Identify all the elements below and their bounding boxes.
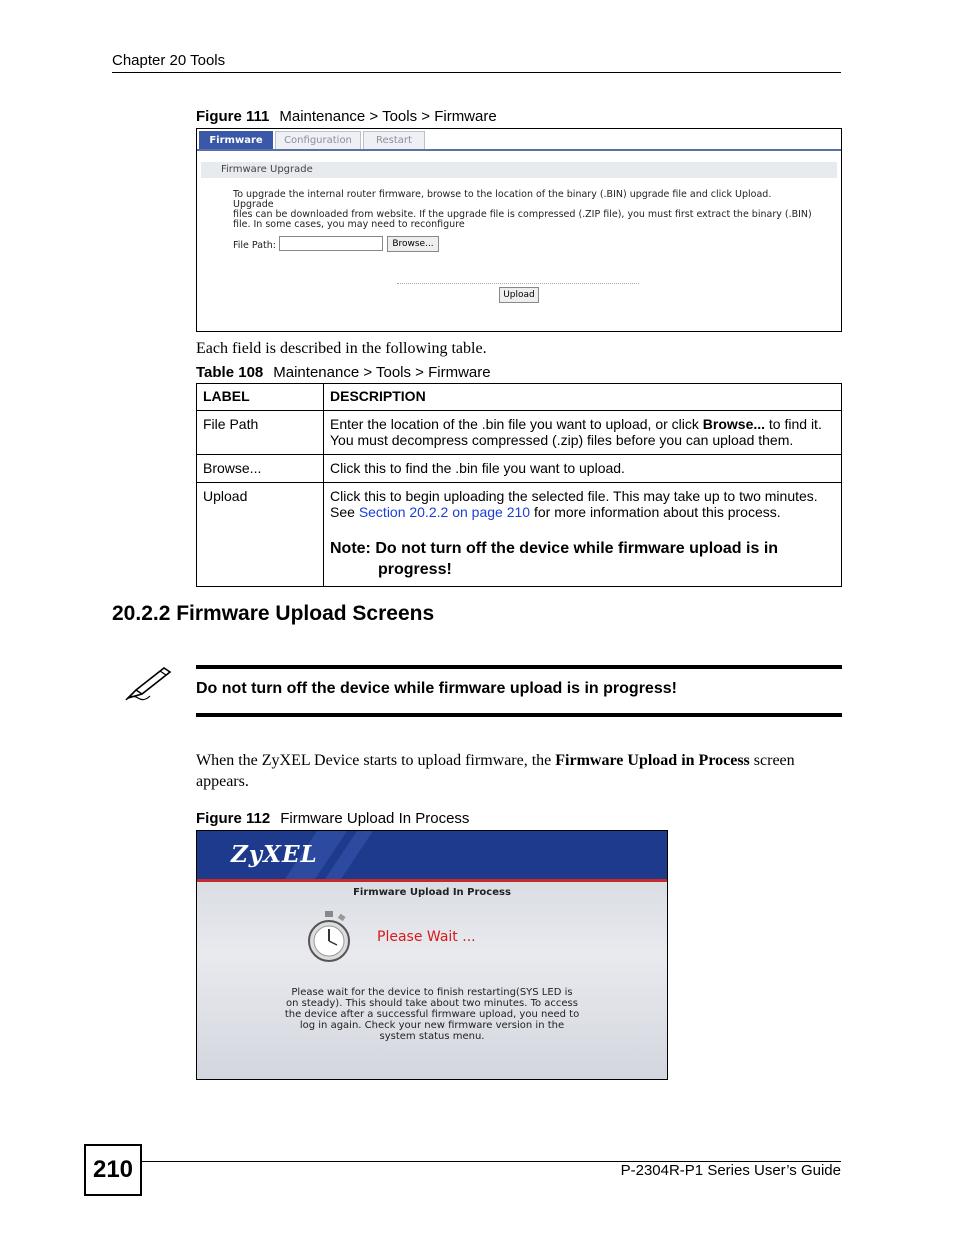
field-description-table <box>196 383 842 587</box>
note-line: progress! <box>378 561 452 578</box>
para-text: screen appears. <box>196 752 795 790</box>
intro-text: Each field is described in the following table. <box>196 340 487 357</box>
desc-text: See <box>330 504 359 520</box>
note <box>330 538 835 580</box>
tab-bar <box>197 129 841 151</box>
wait-message <box>277 987 587 1042</box>
table-row <box>197 455 842 483</box>
figure-111-caption <box>196 108 497 125</box>
row-label: Browse... <box>197 455 324 483</box>
zyxel-logo: ZyXEL <box>231 841 318 868</box>
zyxel-banner <box>197 831 667 882</box>
desc-text: Enter the location of the .bin file you want to upload, or click <box>330 416 703 432</box>
section-heading: 20.2.2 Firmware Upload Screens <box>112 602 435 625</box>
table-title: Maintenance > Tools > Firmware <box>273 364 491 381</box>
desc-bold: Browse... <box>702 416 766 432</box>
desc-text: for more information about this process. <box>530 504 781 520</box>
figure-112-caption <box>196 810 469 827</box>
msg-line: log in again. Check your new firmware version in the <box>299 1020 565 1031</box>
row-description: Click this to find the .bin file you want to upload. <box>324 455 842 483</box>
file-path-input[interactable] <box>279 236 383 251</box>
row-description <box>324 483 842 587</box>
firmware-screenshot <box>196 128 842 332</box>
note-line: Note: Do not turn off the device while firmware upload is in <box>330 540 779 557</box>
section-link[interactable]: Section 20.2.2 on page 210 <box>358 504 531 520</box>
tab-configuration[interactable]: Configuration <box>275 131 361 149</box>
msg-line: system status menu. <box>379 1031 485 1042</box>
desc-line: files can be downloaded from website. If the upgrade file is compressed (.ZIP file), you must first extract the binary (.BIN) <box>233 209 812 220</box>
section-title: Firmware Upgrade <box>201 162 837 178</box>
tab-firmware[interactable]: Firmware <box>199 131 273 149</box>
body-paragraph <box>196 750 842 792</box>
warning-text: Do not turn off the device while firmware upload is in progress! <box>196 680 677 697</box>
figure-title: Firmware Upload In Process <box>280 810 470 827</box>
desc-line: To upgrade the internal router firmware, browse to the location of the binary (.BIN) upgrade file and click Upload. Upgrade <box>233 189 772 210</box>
column-header-label: LABEL <box>197 384 324 411</box>
screen-title: Firmware Upload In Process <box>353 887 511 898</box>
table-label: Table 108 <box>196 364 264 381</box>
divider <box>397 283 639 284</box>
page-number: 210 <box>84 1144 142 1196</box>
figure-label: Figure 112 <box>196 810 271 827</box>
upload-button[interactable]: Upload <box>499 287 539 303</box>
stopwatch-icon <box>305 909 353 965</box>
table-row <box>197 483 842 587</box>
para-bold: Firmware Upload in Process <box>555 752 750 769</box>
table-108-caption <box>196 364 491 381</box>
chapter-header: Chapter 20 Tools <box>112 52 226 69</box>
upload-process-screenshot <box>196 830 668 1080</box>
figure-label: Figure 111 <box>196 108 270 125</box>
firmware-description <box>233 190 813 230</box>
desc-text: You must decompress compressed (.zip) files before you can upload them. <box>330 432 794 448</box>
table-header-row <box>197 384 842 411</box>
figure-title: Maintenance > Tools > Firmware <box>279 108 497 125</box>
please-wait-text: Please Wait ... <box>377 929 476 945</box>
note-pen-icon <box>124 664 174 702</box>
desc-text: to find it. <box>765 416 822 432</box>
guide-title: P-2304R-P1 Series User’s Guide <box>620 1162 841 1179</box>
msg-line: Please wait for the device to finish restarting(SYS LED is <box>291 987 573 998</box>
warning-bottom-rule <box>196 713 842 717</box>
warning-top-rule <box>196 665 842 669</box>
row-label: Upload <box>197 483 324 587</box>
row-label: File Path <box>197 411 324 455</box>
msg-line: the device after a successful firmware upload, you need to <box>284 1009 580 1020</box>
tab-restart[interactable]: Restart <box>363 131 425 149</box>
file-path-label: File Path: <box>233 240 276 251</box>
desc-line: file. In some cases, you may need to reconfigure <box>233 219 465 230</box>
row-description <box>324 411 842 455</box>
table-row <box>197 411 842 455</box>
para-text: When the ZyXEL Device starts to upload firmware, the <box>196 752 556 769</box>
desc-text: Click this to begin uploading the selected file. This may take up to two minutes. <box>330 488 818 504</box>
browse-button[interactable]: Browse... <box>387 236 439 252</box>
column-header-description: DESCRIPTION <box>324 384 842 411</box>
msg-line: on steady). This should take about two minutes. To access <box>286 998 578 1009</box>
header-rule <box>112 72 841 73</box>
